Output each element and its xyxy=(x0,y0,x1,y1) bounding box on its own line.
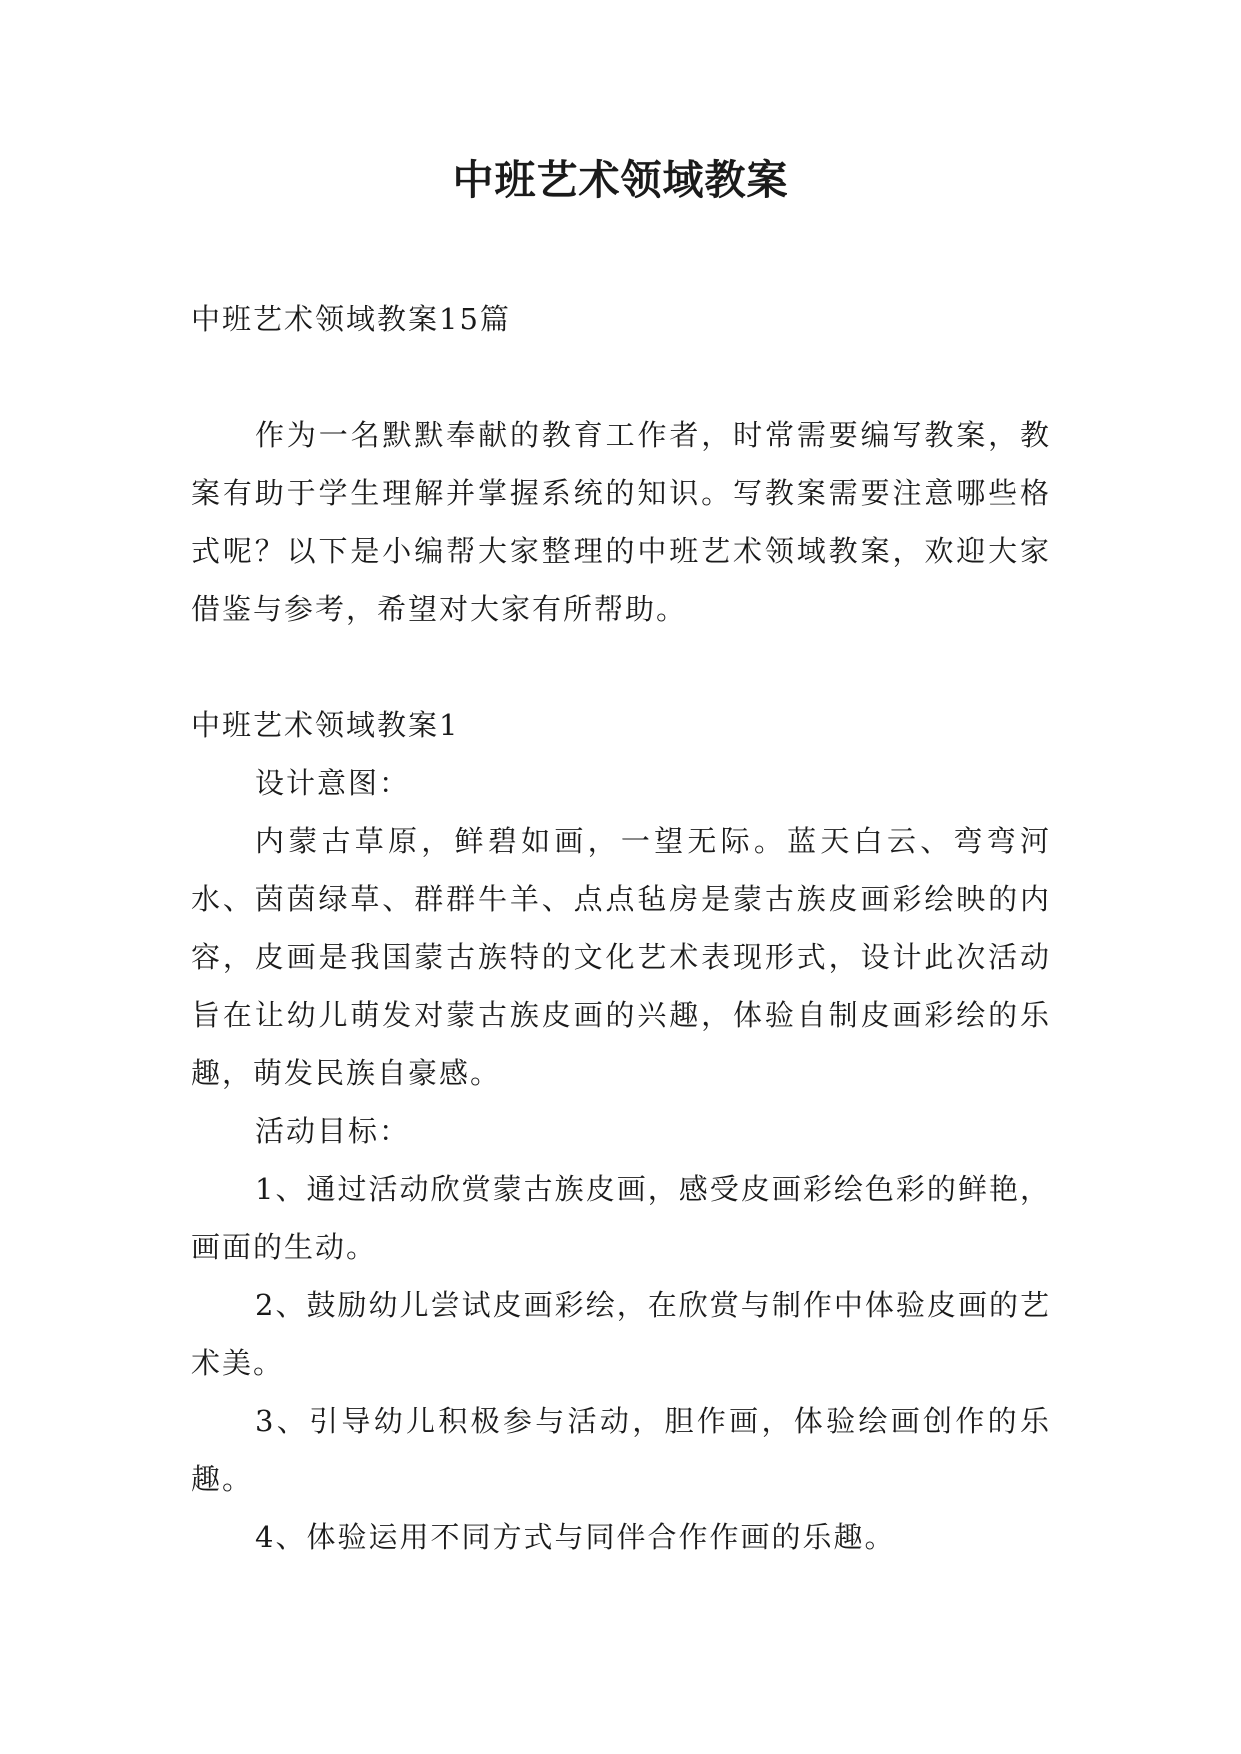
activity-goal-item: 4、体验运用不同方式与同伴合作作画的乐趣。 xyxy=(255,1520,896,1554)
intro-paragraph: 作为一名默默奉献的教育工作者，时常需要编写教案，教案有助于学生理解并掌握系统的知识。写教案需要注意哪些格式呢？以下是小编帮大家整理的中班艺术领域教案，欢迎大家借鉴与参考，希望对大家有所帮助。 xyxy=(191,418,1051,626)
activity-goal-item: 3、引导幼儿积极参与活动，胆作画，体验绘画创作的乐趣。 xyxy=(191,1404,1051,1496)
document-title: 中班艺术领域教案 xyxy=(452,156,789,204)
document-body xyxy=(191,290,1051,1566)
design-intent-paragraph: 内蒙古草原，鲜碧如画，一望无际。蓝天白云、弯弯河水、茵茵绿草、群群牛羊、点点毡房是蒙古族皮画彩绘映的内容，皮画是我国蒙古族特的文化艺术表现形式，设计此次活动旨在让幼儿萌发对蒙古族皮画的兴趣，体验自制皮画彩绘的乐趣，萌发民族自豪感。 xyxy=(191,824,1051,1090)
activity-goals-label: 活动目标： xyxy=(255,1114,411,1148)
activity-goal-item: 1、通过活动欣赏蒙古族皮画，感受皮画彩绘色彩的鲜艳，画面的生动。 xyxy=(191,1172,1051,1264)
design-intent-label: 设计意图： xyxy=(255,766,411,800)
document-subtitle: 中班艺术领域教案15篇 xyxy=(191,302,511,336)
activity-goal-item: 2、鼓励幼儿尝试皮画彩绘，在欣赏与制作中体验皮画的艺术美。 xyxy=(191,1288,1051,1380)
section-heading: 中班艺术领域教案1 xyxy=(191,708,460,742)
